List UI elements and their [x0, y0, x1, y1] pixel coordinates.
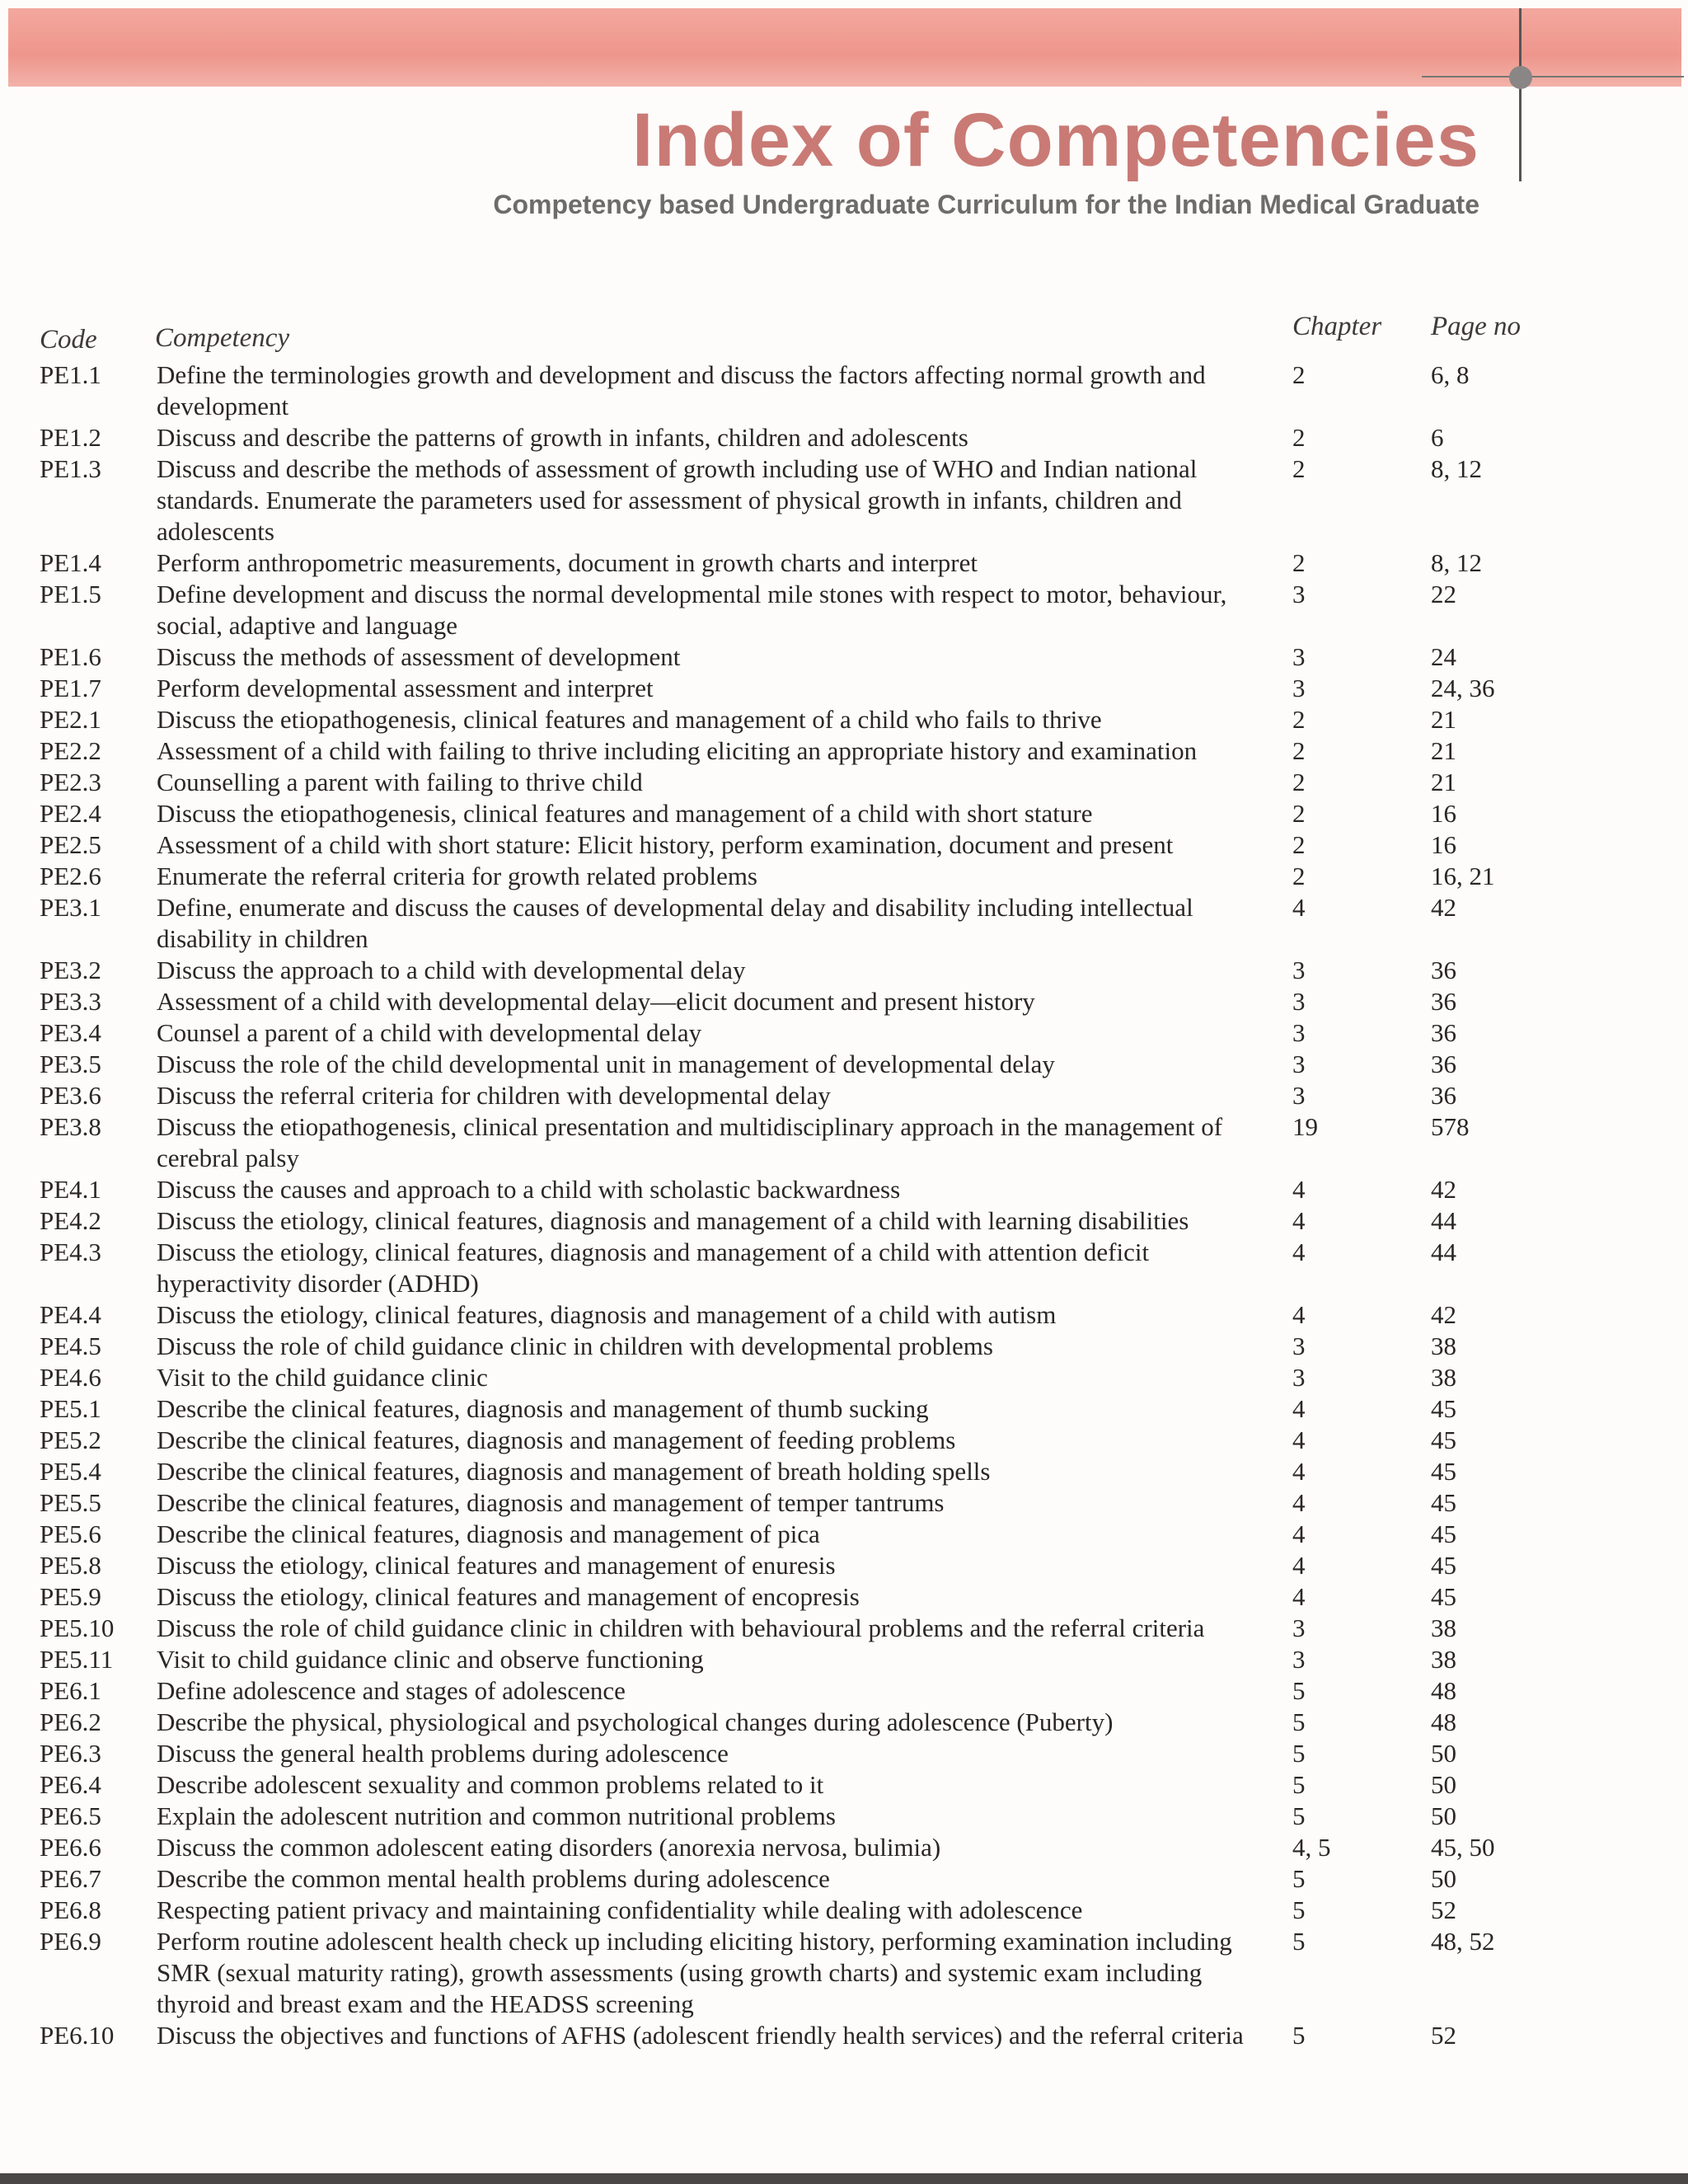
row-chapter: 3 [1292, 674, 1306, 702]
row-code: PE6.4 [40, 1770, 101, 1799]
row-code: PE5.8 [40, 1551, 101, 1580]
row-code: PE6.10 [40, 2021, 115, 2050]
table-row [0, 1487, 1688, 1519]
row-code: PE4.1 [40, 1175, 101, 1204]
row-page: 42 [1431, 893, 1456, 922]
corner-mark-vertical [1519, 8, 1522, 181]
competency-table [0, 359, 1688, 2051]
row-competency: Discuss the role of child guidance clinic in children with behavioural problems and the referral criteria [157, 1613, 1205, 1642]
row-competency: Discuss the etiology, clinical features and management of enuresis [157, 1551, 836, 1580]
row-competency: Describe the clinical features, diagnosis and management of breath holding spells [157, 1457, 991, 1486]
row-page: 16 [1431, 830, 1456, 859]
table-row [0, 1581, 1688, 1613]
row-page: 38 [1431, 1645, 1456, 1674]
table-row [0, 1017, 1688, 1049]
row-chapter: 4, 5 [1292, 1833, 1331, 1862]
row-competency: Discuss the etiopathogenesis, clinical features and management of a child who fails to thrive [157, 705, 1102, 734]
row-page: 38 [1431, 1363, 1456, 1392]
table-row [0, 1926, 1688, 2020]
row-code: PE5.10 [40, 1613, 115, 1642]
row-code: PE3.6 [40, 1081, 101, 1110]
row-competency: Visit to child guidance clinic and observe functioning [157, 1645, 704, 1674]
table-row [0, 547, 1688, 579]
table-row [0, 1080, 1688, 1111]
row-page: 52 [1431, 2021, 1456, 2050]
row-code: PE1.3 [40, 454, 101, 483]
row-code: PE2.2 [40, 736, 101, 765]
row-page: 48, 52 [1431, 1927, 1495, 1956]
row-competency: Describe the clinical features, diagnosis and management of thumb sucking [157, 1394, 929, 1423]
table-row [0, 1707, 1688, 1738]
row-page: 24 [1431, 642, 1456, 671]
row-competency: Perform routine adolescent health check up including eliciting history, performing examination including SMR (sexual maturity rating), growth assessments (using growth charts) and systemic exam including thyroid and breast exam and the HEADSS screening [157, 1927, 1232, 2018]
header-page: Page no [1431, 312, 1522, 341]
table-row [0, 1049, 1688, 1080]
table-row [0, 986, 1688, 1017]
row-page: 36 [1431, 1018, 1456, 1047]
row-chapter: 4 [1292, 1206, 1306, 1235]
corner-mark-horizontal [1422, 76, 1684, 77]
row-competency: Discuss the role of child guidance clinic in children with developmental problems [157, 1332, 993, 1360]
table-row [0, 1174, 1688, 1205]
row-code: PE4.6 [40, 1363, 101, 1392]
row-competency: Describe the physical, physiological and psychological changes during adolescence (Puberty) [157, 1707, 1114, 1736]
header-code: Code [40, 325, 97, 355]
row-competency: Define, enumerate and discuss the causes of developmental delay and disability including intellectual disability in children [157, 893, 1193, 953]
table-row [0, 1331, 1688, 1362]
row-chapter: 5 [1292, 1739, 1306, 1768]
row-competency: Discuss the etiology, clinical features, diagnosis and management of a child with autism [157, 1300, 1057, 1329]
row-code: PE1.5 [40, 580, 101, 608]
row-chapter: 3 [1292, 1645, 1306, 1674]
table-row [0, 1299, 1688, 1331]
table-row [0, 453, 1688, 547]
row-code: PE3.2 [40, 956, 101, 984]
row-competency: Discuss the general health problems during adolescence [157, 1739, 729, 1768]
row-competency: Discuss the approach to a child with developmental delay [157, 956, 746, 984]
row-competency: Assessment of a child with developmental delay—elicit document and present history [157, 987, 1035, 1016]
row-chapter: 4 [1292, 1300, 1306, 1329]
table-row [0, 1425, 1688, 1456]
row-code: PE3.1 [40, 893, 101, 922]
row-page: 24, 36 [1431, 674, 1495, 702]
row-code: PE1.1 [40, 360, 101, 389]
row-competency: Define development and discuss the normal developmental mile stones with respect to motor, behaviour, social, adaptive and language [157, 580, 1227, 640]
table-row [0, 422, 1688, 453]
row-chapter: 3 [1292, 987, 1306, 1016]
table-row [0, 673, 1688, 704]
row-chapter: 2 [1292, 768, 1306, 796]
row-page: 22 [1431, 580, 1456, 608]
row-code: PE3.5 [40, 1050, 101, 1078]
table-header [0, 312, 1688, 353]
row-page: 45 [1431, 1488, 1456, 1517]
row-competency: Counselling a parent with failing to thrive child [157, 768, 643, 796]
row-code: PE6.5 [40, 1801, 101, 1830]
row-competency: Assessment of a child with short stature: Elicit history, perform examination, document and present [157, 830, 1174, 859]
row-chapter: 3 [1292, 642, 1306, 671]
row-chapter: 5 [1292, 1801, 1306, 1830]
row-page: 52 [1431, 1895, 1456, 1924]
table-row [0, 1111, 1688, 1174]
header-competency: Competency [155, 323, 290, 353]
row-chapter: 4 [1292, 1238, 1306, 1266]
row-competency: Describe adolescent sexuality and common problems related to it [157, 1770, 824, 1799]
row-competency: Perform developmental assessment and interpret [157, 674, 654, 702]
row-chapter: 3 [1292, 1081, 1306, 1110]
row-code: PE5.9 [40, 1582, 101, 1611]
row-competency: Assessment of a child with failing to thrive including eliciting an appropriate history and examination [157, 736, 1198, 765]
row-chapter: 2 [1292, 736, 1306, 765]
row-page: 45 [1431, 1394, 1456, 1423]
row-code: PE5.4 [40, 1457, 101, 1486]
row-competency: Describe the clinical features, diagnosis and management of temper tantrums [157, 1488, 945, 1517]
row-code: PE5.2 [40, 1425, 101, 1454]
row-competency: Define the terminologies growth and development and discuss the factors affecting normal growth and development [157, 360, 1206, 420]
table-row [0, 1362, 1688, 1393]
row-chapter: 5 [1292, 1864, 1306, 1893]
table-row [0, 1456, 1688, 1487]
row-chapter: 4 [1292, 1551, 1306, 1580]
row-code: PE4.4 [40, 1300, 101, 1329]
row-competency: Define adolescence and stages of adolescence [157, 1676, 626, 1705]
row-page: 45 [1431, 1519, 1456, 1548]
row-code: PE5.6 [40, 1519, 101, 1548]
row-code: PE4.5 [40, 1332, 101, 1360]
header-band [8, 8, 1681, 87]
row-competency: Describe the clinical features, diagnosis and management of feeding problems [157, 1425, 956, 1454]
row-code: PE1.4 [40, 548, 101, 577]
row-page: 6 [1431, 423, 1444, 452]
row-page: 48 [1431, 1676, 1456, 1705]
table-row [0, 1644, 1688, 1675]
row-code: PE6.9 [40, 1927, 101, 1956]
row-code: PE3.8 [40, 1112, 101, 1141]
row-chapter: 5 [1292, 1770, 1306, 1799]
table-row [0, 1393, 1688, 1425]
row-chapter: 19 [1292, 1112, 1318, 1141]
row-code: PE1.2 [40, 423, 101, 452]
row-page: 48 [1431, 1707, 1456, 1736]
row-page: 16 [1431, 799, 1456, 828]
row-competency: Perform anthropometric measurements, document in growth charts and interpret [157, 548, 978, 577]
header-chapter: Chapter [1292, 312, 1382, 341]
row-page: 45 [1431, 1582, 1456, 1611]
page-title: Index of Competencies [631, 98, 1479, 182]
row-chapter: 2 [1292, 799, 1306, 828]
row-competency: Discuss the objectives and functions of AFHS (adolescent friendly health services) and the referral criteria [157, 2021, 1244, 2050]
row-chapter: 3 [1292, 580, 1306, 608]
row-chapter: 2 [1292, 423, 1306, 452]
row-page: 21 [1431, 736, 1456, 765]
table-row [0, 955, 1688, 986]
row-code: PE3.3 [40, 987, 101, 1016]
row-code: PE2.5 [40, 830, 101, 859]
row-chapter: 5 [1292, 2021, 1306, 2050]
row-chapter: 3 [1292, 1018, 1306, 1047]
table-row [0, 892, 1688, 955]
table-row [0, 704, 1688, 735]
table-row [0, 641, 1688, 673]
row-competency: Discuss and describe the patterns of growth in infants, children and adolescents [157, 423, 968, 452]
row-page: 44 [1431, 1206, 1456, 1235]
page-subtitle: Competency based Undergraduate Curriculum for the Indian Medical Graduate [493, 190, 1479, 219]
table-row [0, 735, 1688, 767]
table-row [0, 829, 1688, 861]
row-competency: Discuss the etiology, clinical features, diagnosis and management of a child with learning disabilities [157, 1206, 1189, 1235]
row-page: 50 [1431, 1770, 1456, 1799]
row-code: PE5.11 [40, 1645, 114, 1674]
row-code: PE2.1 [40, 705, 101, 734]
row-page: 16, 21 [1431, 862, 1495, 890]
row-competency: Describe the clinical features, diagnosis and management of pica [157, 1519, 820, 1548]
row-page: 45, 50 [1431, 1833, 1495, 1862]
row-page: 21 [1431, 705, 1456, 734]
row-code: PE6.2 [40, 1707, 101, 1736]
row-code: PE2.6 [40, 862, 101, 890]
row-chapter: 4 [1292, 1457, 1306, 1486]
row-page: 38 [1431, 1332, 1456, 1360]
table-row [0, 1895, 1688, 1926]
row-competency: Discuss the referral criteria for children with developmental delay [157, 1081, 831, 1110]
row-chapter: 4 [1292, 1582, 1306, 1611]
row-code: PE5.5 [40, 1488, 101, 1517]
row-code: PE2.3 [40, 768, 101, 796]
row-chapter: 4 [1292, 1175, 1306, 1204]
row-code: PE2.4 [40, 799, 101, 828]
row-code: PE6.7 [40, 1864, 101, 1893]
row-competency: Discuss the methods of assessment of development [157, 642, 681, 671]
row-competency: Respecting patient privacy and maintaining confidentiality while dealing with adolescence [157, 1895, 1083, 1924]
row-code: PE1.7 [40, 674, 101, 702]
row-chapter: 3 [1292, 956, 1306, 984]
row-competency: Discuss the causes and approach to a child with scholastic backwardness [157, 1175, 901, 1204]
row-page: 36 [1431, 956, 1456, 984]
row-chapter: 2 [1292, 548, 1306, 577]
row-competency: Counsel a parent of a child with developmental delay [157, 1018, 702, 1047]
row-chapter: 3 [1292, 1050, 1306, 1078]
row-chapter: 4 [1292, 1425, 1306, 1454]
table-row [0, 1863, 1688, 1895]
row-competency: Discuss the etiopathogenesis, clinical presentation and multidisciplinary approach in the management of cerebral palsy [157, 1112, 1223, 1172]
row-page: 38 [1431, 1613, 1456, 1642]
row-chapter: 4 [1292, 1488, 1306, 1517]
row-code: PE4.3 [40, 1238, 101, 1266]
row-code: PE5.1 [40, 1394, 101, 1423]
row-competency: Discuss the etiology, clinical features, diagnosis and management of a child with attention deficit hyperactivity disorder (ADHD) [157, 1238, 1150, 1298]
row-page: 6, 8 [1431, 360, 1470, 389]
row-chapter: 2 [1292, 705, 1306, 734]
row-chapter: 2 [1292, 360, 1306, 389]
table-row [0, 1738, 1688, 1769]
table-row [0, 1519, 1688, 1550]
row-chapter: 2 [1292, 862, 1306, 890]
row-chapter: 5 [1292, 1707, 1306, 1736]
row-page: 45 [1431, 1457, 1456, 1486]
row-competency: Discuss and describe the methods of assessment of growth including use of WHO and Indian national standards. Enumerate the parameters used for assessment of physical growth in infants, children and adolescents [157, 454, 1198, 546]
row-page: 36 [1431, 1081, 1456, 1110]
row-competency: Enumerate the referral criteria for growth related problems [157, 862, 757, 890]
row-competency: Discuss the role of the child developmental unit in management of developmental delay [157, 1050, 1055, 1078]
table-row [0, 767, 1688, 798]
row-competency: Describe the common mental health problems during adolescence [157, 1864, 830, 1893]
row-page: 42 [1431, 1175, 1456, 1204]
row-code: PE1.6 [40, 642, 101, 671]
row-chapter: 5 [1292, 1895, 1306, 1924]
row-page: 36 [1431, 987, 1456, 1016]
row-page: 8, 12 [1431, 454, 1482, 483]
row-chapter: 3 [1292, 1613, 1306, 1642]
row-page: 42 [1431, 1300, 1456, 1329]
row-chapter: 3 [1292, 1363, 1306, 1392]
row-code: PE6.8 [40, 1895, 101, 1924]
row-page: 578 [1431, 1112, 1470, 1141]
row-page: 21 [1431, 768, 1456, 796]
row-page: 45 [1431, 1425, 1456, 1454]
row-chapter: 2 [1292, 830, 1306, 859]
row-chapter: 4 [1292, 893, 1306, 922]
table-row [0, 579, 1688, 641]
table-row [0, 1769, 1688, 1801]
row-code: PE6.3 [40, 1739, 101, 1768]
row-page: 50 [1431, 1739, 1456, 1768]
row-chapter: 3 [1292, 1332, 1306, 1360]
row-chapter: 5 [1292, 1676, 1306, 1705]
row-page: 50 [1431, 1801, 1456, 1830]
table-row [0, 359, 1688, 422]
row-competency: Explain the adolescent nutrition and common nutritional problems [157, 1801, 836, 1830]
row-chapter: 4 [1292, 1519, 1306, 1548]
row-code: PE3.4 [40, 1018, 101, 1047]
table-row [0, 798, 1688, 829]
table-row [0, 1205, 1688, 1237]
row-chapter: 5 [1292, 1927, 1306, 1956]
row-chapter: 2 [1292, 454, 1306, 483]
row-competency: Discuss the etiopathogenesis, clinical features and management of a child with short stature [157, 799, 1093, 828]
table-row [0, 2020, 1688, 2051]
bottom-border [0, 2173, 1688, 2184]
row-code: PE6.6 [40, 1833, 101, 1862]
corner-mark-dot [1509, 66, 1532, 89]
row-competency: Discuss the common adolescent eating disorders (anorexia nervosa, bulimia) [157, 1833, 941, 1862]
table-row [0, 861, 1688, 892]
table-row [0, 1832, 1688, 1863]
row-page: 50 [1431, 1864, 1456, 1893]
table-row [0, 1237, 1688, 1299]
row-code: PE6.1 [40, 1676, 101, 1705]
row-page: 36 [1431, 1050, 1456, 1078]
row-competency: Discuss the etiology, clinical features and management of encopresis [157, 1582, 860, 1611]
row-competency: Visit to the child guidance clinic [157, 1363, 488, 1392]
row-code: PE4.2 [40, 1206, 101, 1235]
table-row [0, 1675, 1688, 1707]
table-row [0, 1613, 1688, 1644]
table-row [0, 1550, 1688, 1581]
row-page: 8, 12 [1431, 548, 1482, 577]
table-row [0, 1801, 1688, 1832]
row-chapter: 4 [1292, 1394, 1306, 1423]
row-page: 45 [1431, 1551, 1456, 1580]
row-page: 44 [1431, 1238, 1456, 1266]
